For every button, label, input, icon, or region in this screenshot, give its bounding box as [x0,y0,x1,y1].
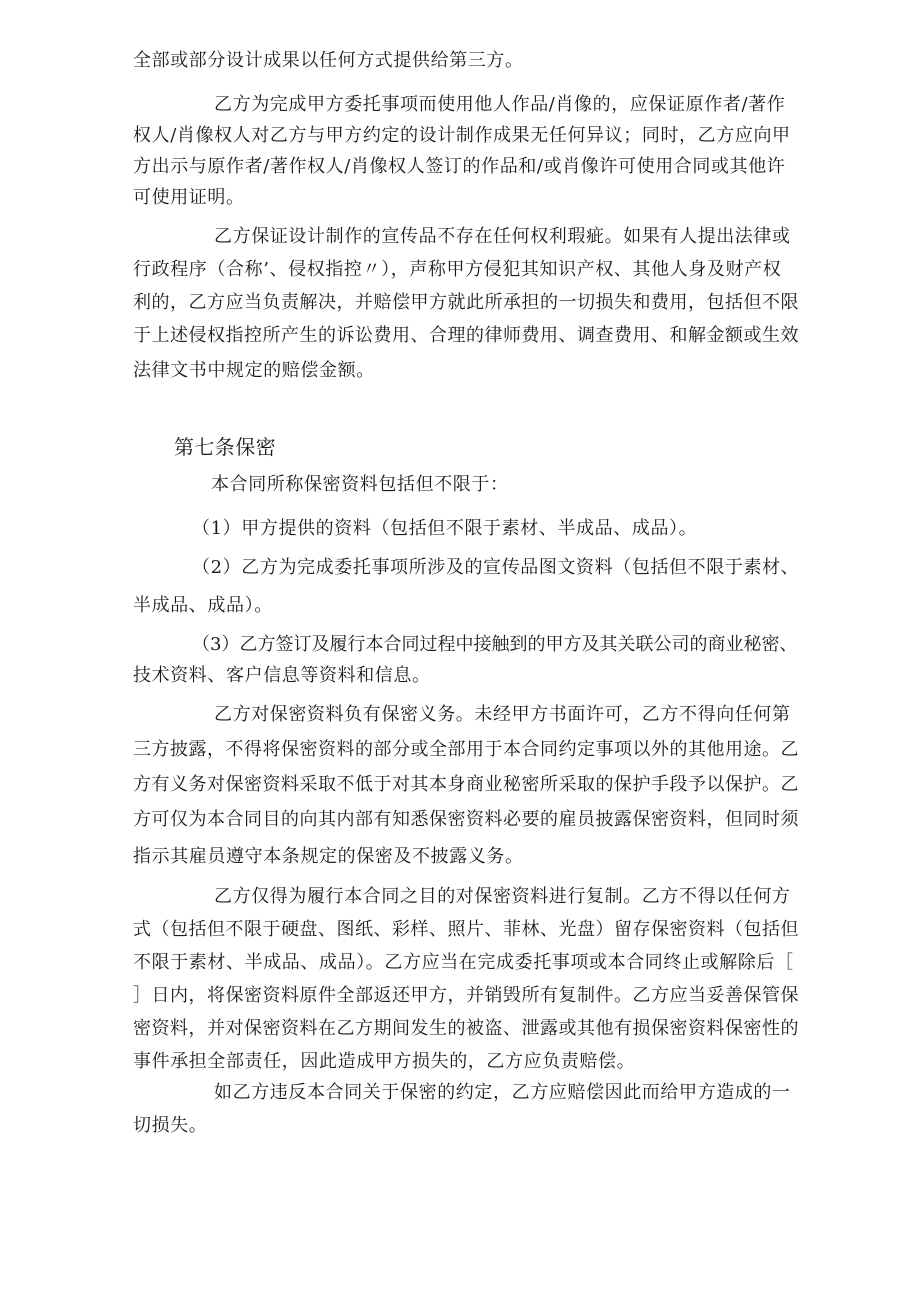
list-item-line: 半成品、成品）。 [133,595,273,616]
list-item-line: 技术资料、客户信息等资料和信息。 [133,665,431,686]
paragraph-line: 如乙方违反本合同关于保密的约定，乙方应赔偿因此而给甲方造成的一 [214,1082,791,1103]
list-item-line: （2）乙方为完成委托事项所涉及的宣传品图文资料（包括但不限于素材、 [192,557,800,578]
paragraph-line: 可使用证明。 [133,187,245,208]
paragraph-line: 三方披露，不得将保密资料的部分或全部用于本合同约定事项以外的其他用途。乙 [133,739,799,760]
paragraph-line: 于上述侵权指控所产生的诉讼费用、合理的律师费用、调查费用、和解金额或生效 [133,325,799,346]
paragraph-line: 法律文书中规定的赔偿金额。 [133,360,375,381]
paragraph-line: 乙方为完成甲方委托事项而使用他人作品/肖像的，应保证原作者/著作 [214,94,786,115]
list-item-line: （3）乙方签订及履行本合同过程中接触到的甲方及其关联公司的商业秘密、 [192,634,798,655]
paragraph-line: 乙方对保密资料负有保密义务。未经甲方书面许可，乙方不得向任何第 [214,704,791,725]
paragraph-line: 全部或部分设计成果以任何方式提供给第三方。 [133,50,524,71]
paragraph-line: 权人/肖像权人对乙方与甲方约定的设计制作成果无任何异议；同时，乙方应向甲 [133,125,791,146]
paragraph-line: 行政程序（合称’、侵权指控〃），声称甲方侵犯其知识产权、其他人身及财产权 [133,259,782,280]
paragraph-line: ］日内，将保密资料原件全部返还甲方，并销毁所有复制件。乙方应当妥善保管保 [133,985,799,1006]
paragraph-line: 事件承担全部责任，因此造成甲方损失的，乙方应负责赔偿。 [133,1051,636,1072]
paragraph-line: 乙方保证设计制作的宣传品不存在任何权利瑕疵。如果有人提出法律或 [214,226,791,247]
paragraph-line: 式（包括但不限于硬盘、图纸、彩样、照片、菲林、光盘）留存保密资料（包括但 [133,919,799,940]
paragraph-line: 指示其雇员遵守本条规定的保密及不披露义务。 [133,846,524,867]
list-item-line: （1）甲方提供的资料（包括但不限于素材、半成品、成品）。 [192,518,698,539]
paragraph-line: 利的，乙方应当负责解决，并赔偿甲方就此所承担的一切损失和费用，包括但不限 [133,292,799,313]
paragraph-line: 乙方仅得为履行本合同之目的对保密资料进行复制。乙方不得以任何方 [214,886,791,907]
paragraph-line: 切损失。 [133,1115,208,1136]
intro-line: 本合同所称保密资料包括但不限于： [211,474,509,495]
paragraph-line: 不限于素材、半成品、成品）。乙方应当在完成委托事项或本合同终止或解除后［ [133,952,794,973]
paragraph-line: 方可仅为本合同目的向其内部有知悉保密资料必要的雇员披露保密资料，但同时须 [133,809,799,830]
paragraph-line: 方有义务对保密资料采取不低于对其本身商业秘密所采取的保护手段予以保护。乙 [133,774,799,795]
section-heading: 第七条保密 [174,435,276,459]
paragraph-line: 方出示与原作者/著作权人/肖像权人签订的作品和/或肖像许可使用合同或其他许 [133,156,786,177]
paragraph-line: 密资料，并对保密资料在乙方期间发生的被盗、泄露或其他有损保密资料保密性的 [133,1018,799,1039]
